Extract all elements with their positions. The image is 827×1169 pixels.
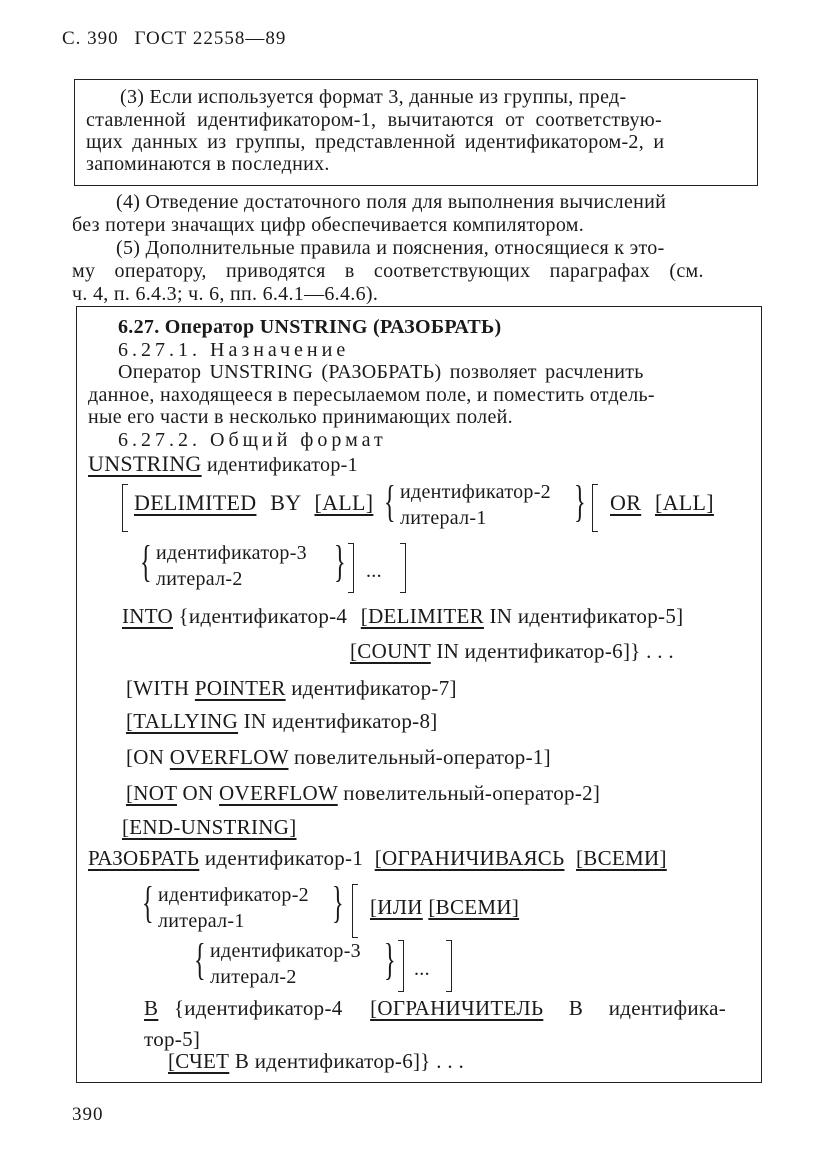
id-1: идентификатор-1	[206, 454, 358, 476]
kw-vsemi-2: [ВСЕМИ]	[428, 895, 520, 919]
kw-v: В	[144, 996, 159, 1020]
count-line	[350, 639, 674, 664]
box1-line-3: щих данных из группы, представленной идентификатором-2, и	[86, 131, 665, 153]
kw-count: [COUNT	[350, 639, 431, 663]
brace-close-2: }	[334, 537, 346, 586]
stmt-2: повелительный-оператор-2]	[343, 781, 601, 805]
format-ru-line-1	[88, 846, 667, 871]
ru-lit-1: литерал-1	[158, 910, 245, 932]
delimited-clause	[134, 490, 373, 516]
ili-clause	[370, 895, 519, 920]
kw-all: [ALL]	[314, 490, 374, 515]
ru-id-6: идентификатор-6]} . . .	[254, 1049, 464, 1073]
para5-line-1: (5) Дополнительные правила и пояснения, относящиеся к это-	[116, 237, 665, 259]
kw-end-unstring: [END-UNSTRING]	[122, 815, 297, 839]
kw-into: INTO	[122, 604, 173, 628]
pointer-line	[126, 676, 457, 701]
kw-on: [ON	[126, 745, 165, 769]
kw-not: [NOT	[126, 781, 177, 805]
id-7: идентификатор-7]	[291, 676, 457, 700]
kw-v-3: В	[234, 1049, 250, 1073]
id-3: идентификатор-3	[156, 542, 307, 564]
section-title: 6.27. Оператор UNSTRING (РАЗОБРАТЬ)	[118, 316, 502, 338]
kw-pointer: POINTER	[194, 676, 286, 700]
brace-close-1: }	[574, 477, 586, 526]
ru-id-5a: идентифика-	[608, 996, 726, 1020]
kw-vsemi: [ВСЕМИ]	[576, 846, 667, 870]
id-4: {идентификатор-4	[178, 604, 348, 628]
ru-id-4: {идентификатор-4	[173, 996, 343, 1020]
end-unstring-line	[122, 815, 297, 840]
brace-open-1: {	[384, 477, 396, 526]
kw-schet: [СЧЕТ	[168, 1049, 230, 1073]
kw-with: [WITH	[126, 676, 190, 700]
page-header	[62, 28, 286, 50]
kw-all-2: [ALL]	[654, 490, 714, 515]
box1-line-2: ставленной идентификатором-1, вычитаются от соответствую-	[86, 109, 662, 131]
into-line	[122, 604, 683, 629]
kw-v-2: В	[568, 996, 584, 1020]
kw-delimited: DELIMITED	[134, 490, 257, 515]
ru-id-3: идентификатор-3	[210, 940, 361, 962]
ru-id-2: идентификатор-2	[158, 884, 309, 906]
kw-razobrat: РАЗОБРАТЬ	[88, 846, 200, 870]
v-line	[144, 996, 726, 1021]
bracket-or	[592, 484, 598, 532]
ru-id-1: идентификатор-1	[204, 846, 364, 870]
kw-unstring: UNSTRING	[88, 451, 202, 476]
box1-line-1: (3) Если используется формат 3, данные из группы, пред-	[120, 86, 627, 108]
kw-ogranichivayas: [ОГРАНИЧИВАЯСЬ	[374, 846, 565, 870]
kw-by: BY	[270, 490, 301, 515]
para4-line-2: без потери значащих цифр обеспечивается компилятором.	[72, 214, 584, 236]
kw-tallying: [TALLYING	[126, 709, 239, 733]
purpose-line-1: Оператор UNSTRING (РАЗОБРАТЬ) позволяет расчленить	[118, 361, 644, 383]
ru-brace-close-1: }	[332, 878, 344, 927]
ru-bracket-right-2	[446, 940, 452, 992]
overflow-line	[126, 745, 551, 770]
id-8: идентификатор-8]	[271, 709, 438, 733]
box1-line-4: запоминаются в последних.	[86, 153, 330, 175]
schet-line	[168, 1049, 464, 1074]
ru-bracket-left	[352, 884, 358, 938]
ru-bracket-right-1	[398, 940, 404, 992]
not-overflow-line	[126, 781, 600, 806]
or-clause	[610, 490, 714, 516]
ru-id-5b: тор-5]	[144, 1027, 201, 1051]
lit-2: литерал-2	[156, 568, 243, 590]
id-5: идентификатор-5]	[517, 604, 684, 628]
bracket-left	[122, 484, 128, 532]
kw-ili: [ИЛИ	[370, 895, 423, 919]
bracket-right-1	[348, 543, 354, 593]
lit-1: литерал-1	[400, 507, 487, 529]
para4-line-1: (4) Отведение достаточного поля для выполнения вычислений	[116, 191, 667, 213]
tallying-line	[126, 709, 438, 734]
page-label: С. 390	[62, 28, 119, 49]
ru-lit-2: литерал-2	[210, 966, 297, 988]
kw-or: OR	[610, 490, 642, 515]
kw-in: IN	[489, 604, 513, 628]
ru-brace-open-1: {	[142, 878, 154, 927]
kw-ogranichitel: [ОГРАНИЧИТЕЛЬ	[370, 996, 544, 1020]
kw-in-2: IN	[436, 639, 460, 663]
kw-overflow: OVERFLOW	[169, 745, 289, 769]
para5-line-2: му оператору, приводятся в соответствующих параграфах (см.	[72, 260, 704, 282]
purpose-heading: 6.27.1. Назначение	[118, 339, 350, 361]
kw-overflow-2: OVERFLOW	[219, 781, 338, 805]
standard-number: ГОСТ 22558—89	[134, 28, 287, 49]
purpose-line-3: ные его части в несколько принимающих полей.	[88, 406, 513, 428]
id-2: идентификатор-2	[400, 481, 551, 503]
ellipsis-1: ...	[366, 560, 382, 582]
kw-in-3: IN	[243, 709, 267, 733]
brace-open-2: {	[140, 537, 152, 586]
para5-line-3: ч. 4, п. 6.4.3; ч. 6, пп. 6.4.1—6.4.6).	[72, 283, 379, 305]
page-number: 390	[72, 1104, 104, 1125]
stmt-1: повелительный-оператор-1]	[294, 745, 551, 769]
ru-brace-open-2: {	[194, 935, 206, 984]
id-6: идентификатор-6]} . . .	[464, 639, 674, 663]
format-en-line-1	[88, 451, 358, 477]
ru-brace-close-2: }	[384, 935, 396, 984]
kw-on-2: ON	[182, 781, 214, 805]
kw-delimiter: [DELIMITER	[360, 604, 484, 628]
format-heading: 6.27.2. Общий формат	[118, 429, 387, 451]
purpose-line-2: данное, находящееся в пересылаемом поле, и поместить отдель-	[88, 384, 655, 406]
bracket-right-2	[400, 543, 406, 593]
ru-ellipsis: ...	[414, 958, 430, 980]
